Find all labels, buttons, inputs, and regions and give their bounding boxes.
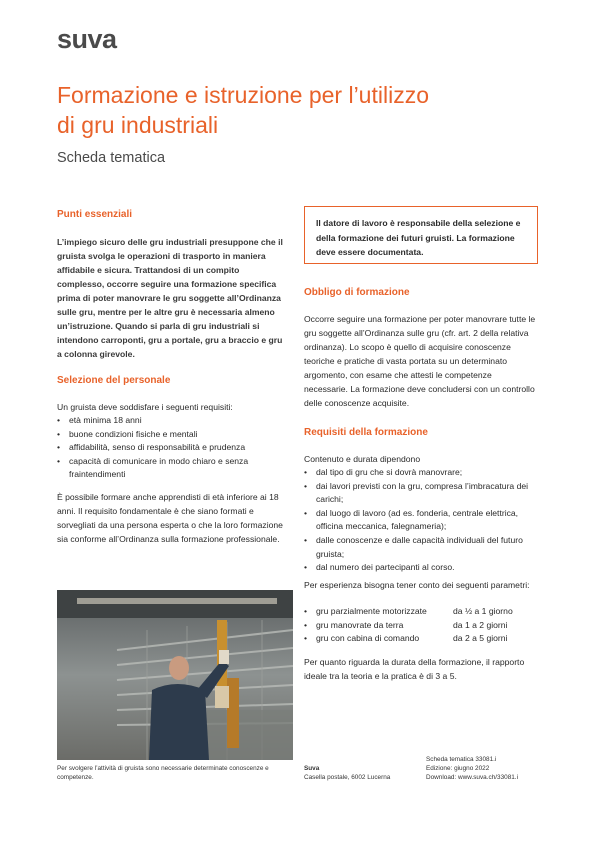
esperienza-intro: Per esperienza bisogna tener conto dei seguenti parametri: [304,580,530,590]
obbligo-text: Occorre seguire una formazione per poter manovrare tutte le gru soggette all’Ordinanza sulle gru (cfr. art. 2 della relativa ordinanza). Lo scopo è quello di acquisire conoscenze teoriche e pratiche di vasta portata su un determinato argomento, con esame che attesti le competenze necessarie. La formazione deve concludersi con un controllo delle conoscenze acquisite. [304,314,536,408]
list-item: • dai lavori previsti con la gru, compresa l’imbracatura dei carichi; [304,480,536,507]
crane-operator-photo [57,590,293,760]
table-row [304,632,538,646]
list-item: • capacità di comunicare in modo chiaro e senza fraintendimenti [57,455,289,482]
selezione-intro: Un gruista deve soddisfare i seguenti requisiti: [57,402,233,412]
rapporto-text: Per quanto riguarda la durata della formazione, il rapporto ideale tra la teoria e la pratica è di 3 a 5. [304,657,525,681]
footer-org: Suva [304,765,320,772]
suva-logo: suva [57,24,117,54]
footer-edition: Edizione: giugno 2022 [426,765,490,772]
list-item: • dal tipo di gru che si dovrà manovrare; [304,466,536,480]
dipendenze-list [304,466,536,575]
footer-org-block [304,764,414,782]
durata-tipo: • gru parzialmente motorizzate [304,605,453,619]
page-title [57,80,477,140]
title-line-2: di gru industriali [57,112,219,138]
durata-valore: da ½ a 1 giorno [453,606,513,616]
footer-download: Download: www.suva.ch/33081.i [426,774,519,781]
list-item: • dal luogo di lavoro (ad es. fonderia, centrale elettrica, officina meccanica, falegnameria); [304,507,536,534]
list-item: • dal numero dei partecipanti al corso. [304,561,536,575]
heading-selezione-personale: Selezione del personale [57,375,171,386]
callout-box: Il datore di lavoro è responsabile della selezione e della formazione dei futuri gruisti. La formazione deve essere documentata. [304,206,538,264]
title-line-1: Formazione e istruzione per l’utilizzo [57,82,429,108]
table-row [304,619,538,633]
footer-address: Casella postale, 6002 Lucerna [304,774,391,781]
footer-doc-block [426,755,556,782]
list-item: • buone condizioni fisiche e mentali [57,428,289,442]
durata-tipo: • gru manovrate da terra [304,619,453,633]
apprendisti-text: È possibile formare anche apprendisti di età inferiore ai 18 anni. Il requisito fondamentale è che siano formati e sorvegliati da una persona esperta o che la loro formazione sia conforme all’Ordinanza sulla formazione professionale. [57,492,283,544]
list-item: • affidabilità, senso di responsabilità e prudenza [57,441,289,455]
photo-caption: Per svolgere l’attività di gruista sono necessarie determinate conoscenze e competenze. [57,765,269,781]
contenuto-intro: Contenuto e durata dipendono [304,454,421,464]
table-row [304,605,538,619]
requisiti-list [57,414,289,482]
durata-valore: da 1 a 2 giorni [453,619,508,630]
heading-obbligo-formazione: Obbligo di formazione [304,287,410,298]
durata-valore: da 2 a 5 giorni [453,633,508,644]
punti-essenziali-text: L’impiego sicuro delle gru industriali presuppone che il gruista svolga le operazioni di trasporto in maniera affidabile e sicura. Trattandosi di un compito complesso, occorre seguire una formazione specifica prima di poter manovrare le gru soggette all’Ordinanza sulle gru, mentre per le altre gru è necessaria almeno un’istruzione. Quando si parla di gru industriali si intendono carroponti, gru a portale, gru a braccio e gru a colonna girevole. [57,237,283,359]
footer-doc-id: Scheda tematica 33081.i [426,756,497,763]
list-item: • età minima 18 anni [57,414,289,428]
durata-tipo: • gru con cabina di comando [304,632,453,646]
heading-requisiti-formazione: Requisiti della formazione [304,427,428,438]
list-item: • dalle conoscenze e dalle capacità individuali del futuro gruista; [304,534,536,561]
page-subtitle: Scheda tematica [57,150,166,166]
durata-table [304,605,538,646]
heading-punti-essenziali: Punti essenziali [57,209,133,220]
